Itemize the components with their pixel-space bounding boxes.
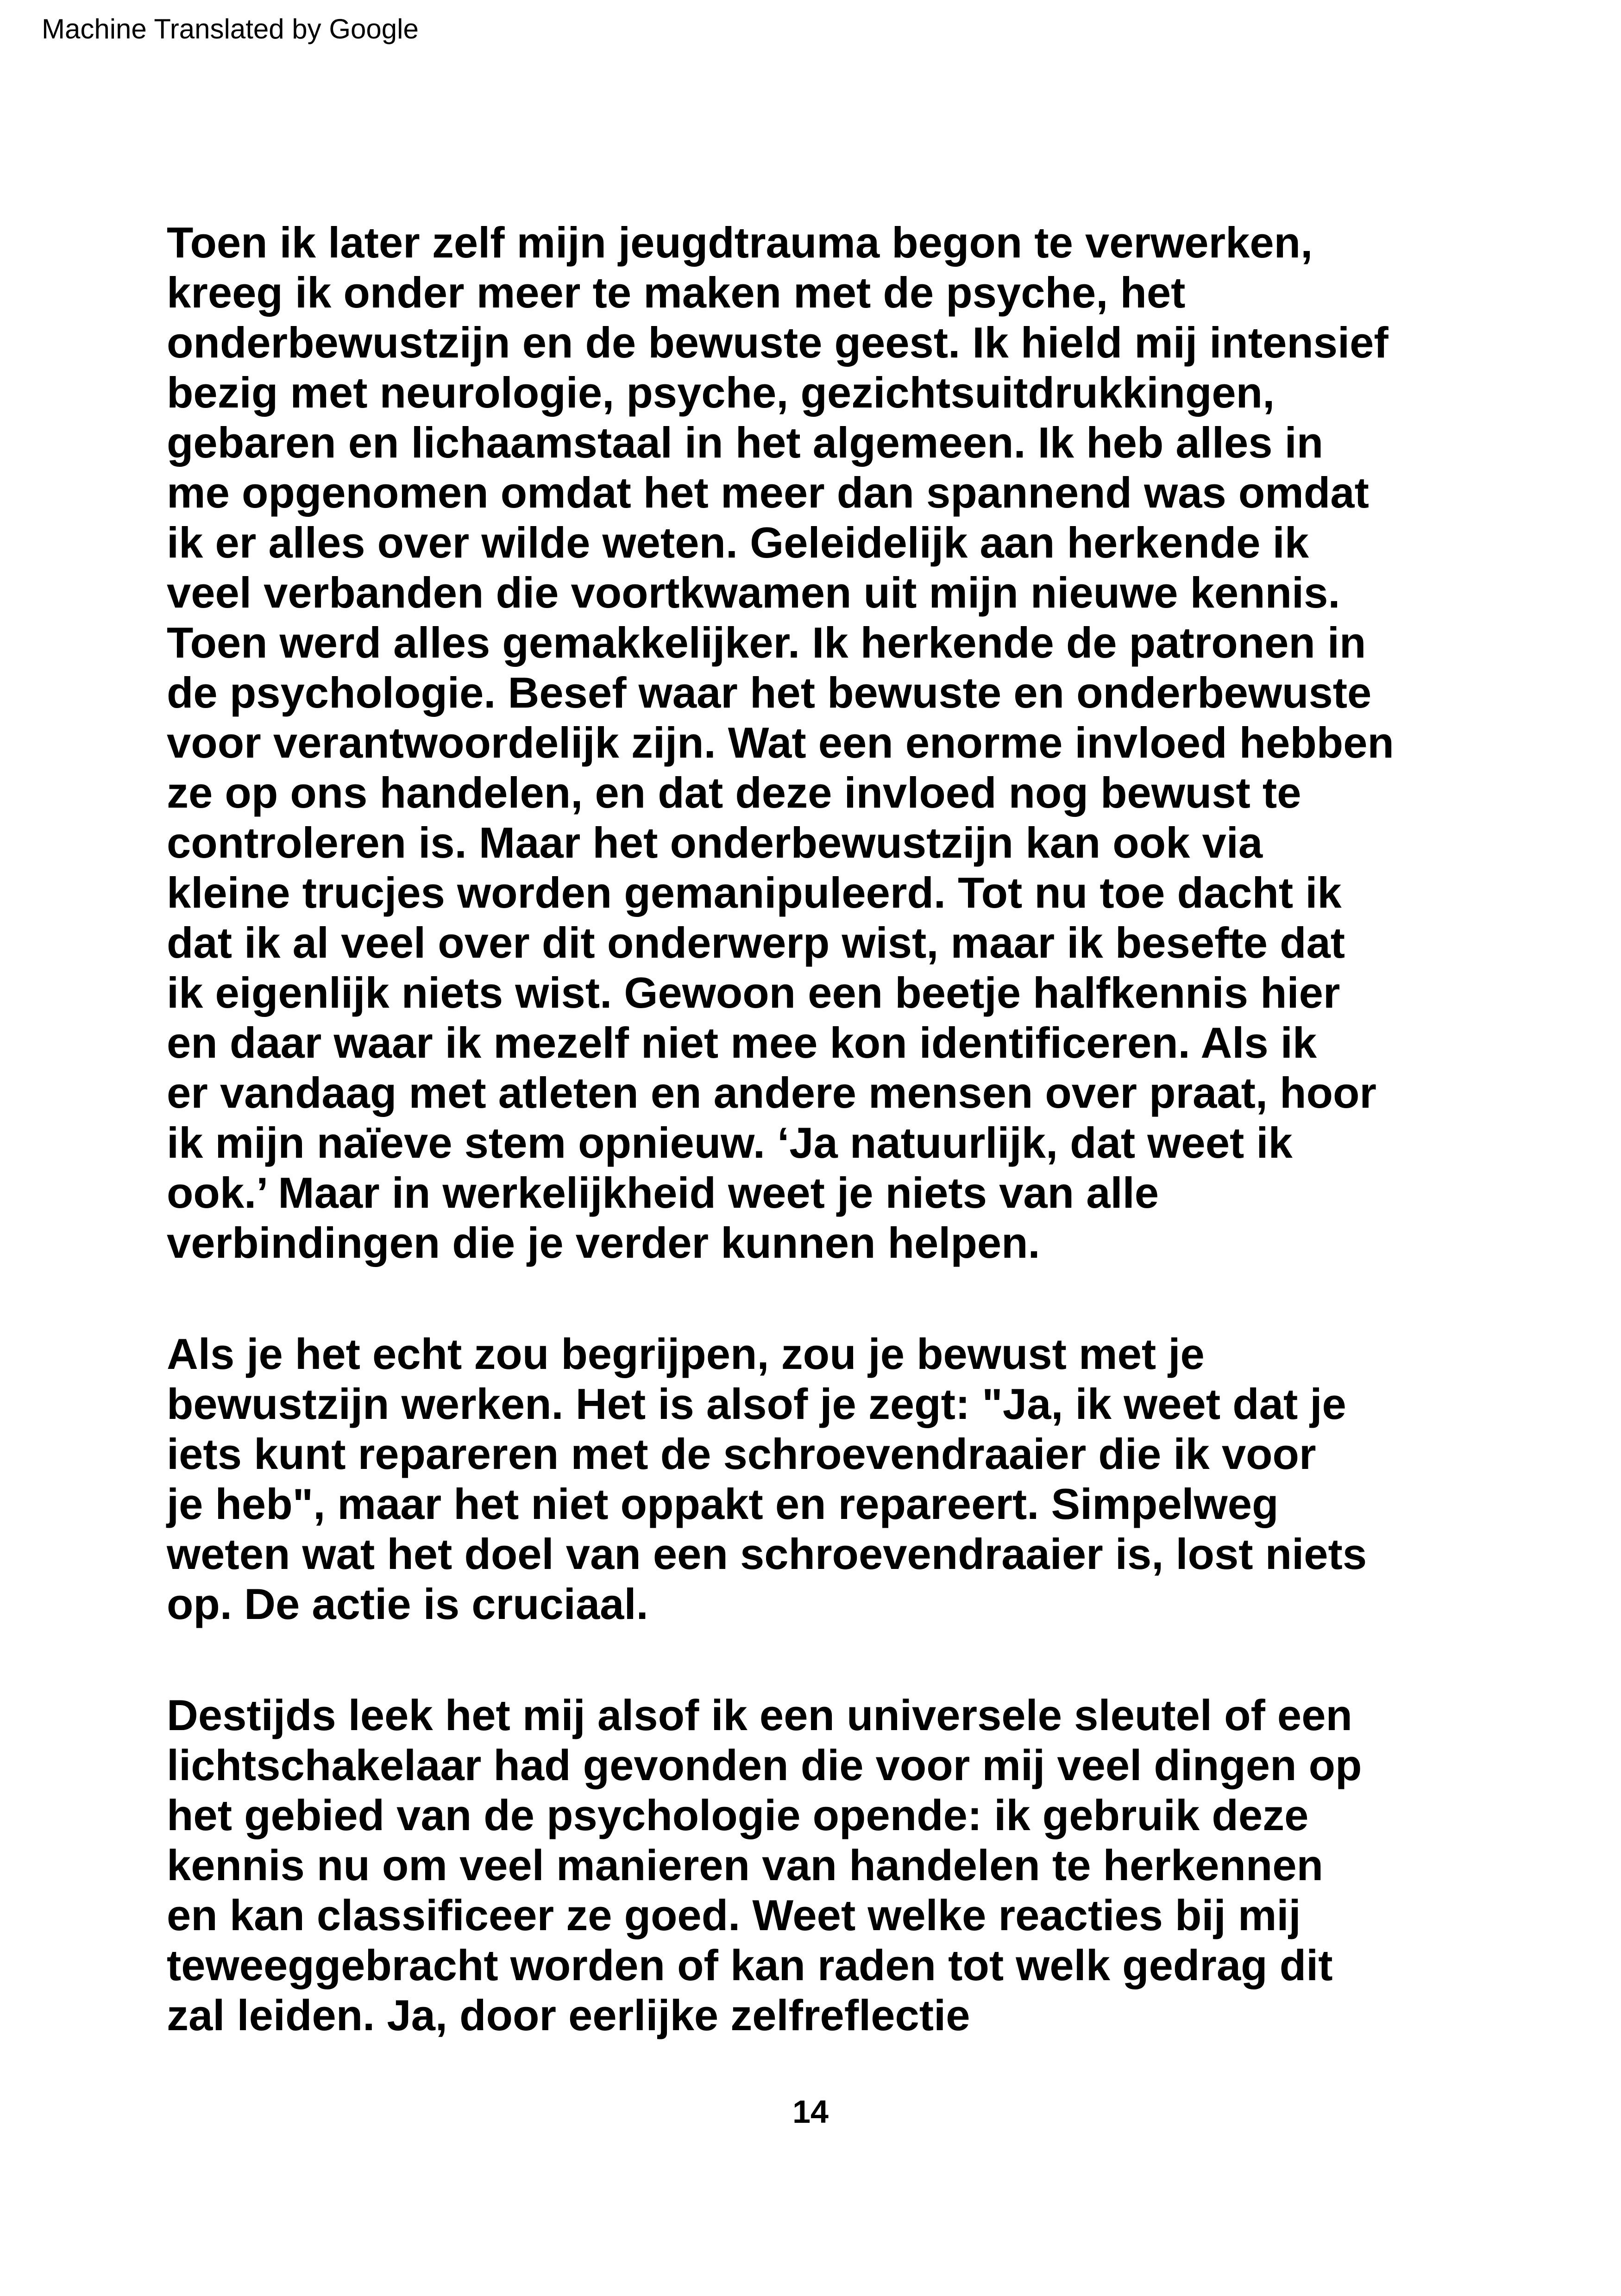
text-line: ik mijn naïeve stem opnieuw. ‘Ja natuurlijk, dat weet ik bbox=[167, 1118, 1293, 1167]
text-line: controleren is. Maar het onderbewustzijn kan ook via bbox=[167, 818, 1263, 867]
text-line: en kan classificeer ze goed. Weet welke reacties bij mij bbox=[167, 1891, 1301, 1939]
text-line: Als je het echt zou begrijpen, zou je bewust met je bbox=[167, 1330, 1205, 1378]
text-line: kleine trucjes worden gemanipuleerd. Tot nu toe dacht ik bbox=[167, 868, 1342, 917]
text-line: iets kunt repareren met de schroevendraaier die ik voor bbox=[167, 1430, 1316, 1478]
text-line: veel verbanden die voortkwamen uit mijn nieuwe kennis. bbox=[167, 568, 1340, 617]
document-body bbox=[167, 218, 1533, 2040]
text-line: bezig met neurologie, psyche, gezichtsuitdrukkingen, bbox=[167, 368, 1275, 417]
text-line: weten wat het doel van een schroevendraaier is, lost niets bbox=[167, 1530, 1367, 1578]
text-line: bewustzijn werken. Het is alsof je zegt: "Ja, ik weet dat je bbox=[167, 1380, 1346, 1428]
text-line: lichtschakelaar had gevonden die voor mij veel dingen op bbox=[167, 1741, 1362, 1789]
text-line: Toen werd alles gemakkelijker. Ik herkende de patronen in bbox=[167, 618, 1366, 667]
paragraph-1 bbox=[167, 218, 1533, 1268]
text-line: zal leiden. Ja, door eerlijke zelfreflectie bbox=[167, 1991, 970, 2039]
text-line: me opgenomen omdat het meer dan spannend was omdat bbox=[167, 468, 1369, 517]
text-line: je heb", maar het niet oppakt en repareert. Simpelweg bbox=[167, 1480, 1279, 1528]
text-line: verbindingen die je verder kunnen helpen. bbox=[167, 1218, 1040, 1267]
text-line: ik er alles over wilde weten. Geleidelijk aan herkende ik bbox=[167, 518, 1309, 567]
text-line: dat ik al veel over dit onderwerp wist, maar ik besefte dat bbox=[167, 918, 1345, 967]
paragraph-spacer bbox=[167, 1629, 1533, 1690]
paragraph-2 bbox=[167, 1329, 1533, 1629]
text-line: Destijds leek het mij alsof ik een universele sleutel of een bbox=[167, 1691, 1352, 1739]
text-line: teweeggebracht worden of kan raden tot welk gedrag dit bbox=[167, 1941, 1333, 1989]
text-line: voor verantwoordelijk zijn. Wat een enorme invloed hebben bbox=[167, 718, 1394, 767]
text-line: ze op ons handelen, en dat deze invloed nog bewust te bbox=[167, 768, 1301, 817]
text-line: er vandaag met atleten en andere mensen over praat, hoor bbox=[167, 1068, 1376, 1117]
text-line: onderbewustzijn en de bewuste geest. Ik hield mij intensief bbox=[167, 318, 1389, 367]
paragraph-spacer bbox=[167, 1268, 1533, 1329]
text-line: het gebied van de psychologie opende: ik gebruik deze bbox=[167, 1791, 1309, 1839]
text-line: en daar waar ik mezelf niet mee kon identificeren. Als ik bbox=[167, 1018, 1317, 1067]
text-line: gebaren en lichaamstaal in het algemeen. Ik heb alles in bbox=[167, 418, 1324, 467]
text-line: ik eigenlijk niets wist. Gewoon een beetje halfkennis hier bbox=[167, 968, 1340, 1017]
text-line: kennis nu om veel manieren van handelen te herkennen bbox=[167, 1841, 1324, 1889]
text-line: kreeg ik onder meer te maken met de psyche, het bbox=[167, 268, 1186, 317]
text-line: de psychologie. Besef waar het bewuste en onderbewuste bbox=[167, 668, 1372, 717]
text-line: Toen ik later zelf mijn jeugdtrauma begon te verwerken, bbox=[167, 218, 1313, 267]
page-number: 14 bbox=[792, 2094, 829, 2130]
paragraph-3 bbox=[167, 1690, 1533, 2040]
text-line: ook.’ Maar in werkelijkheid weet je niets van alle bbox=[167, 1168, 1159, 1217]
text-line: op. De actie is cruciaal. bbox=[167, 1580, 648, 1628]
machine-translation-note: Machine Translated by Google bbox=[42, 13, 419, 44]
